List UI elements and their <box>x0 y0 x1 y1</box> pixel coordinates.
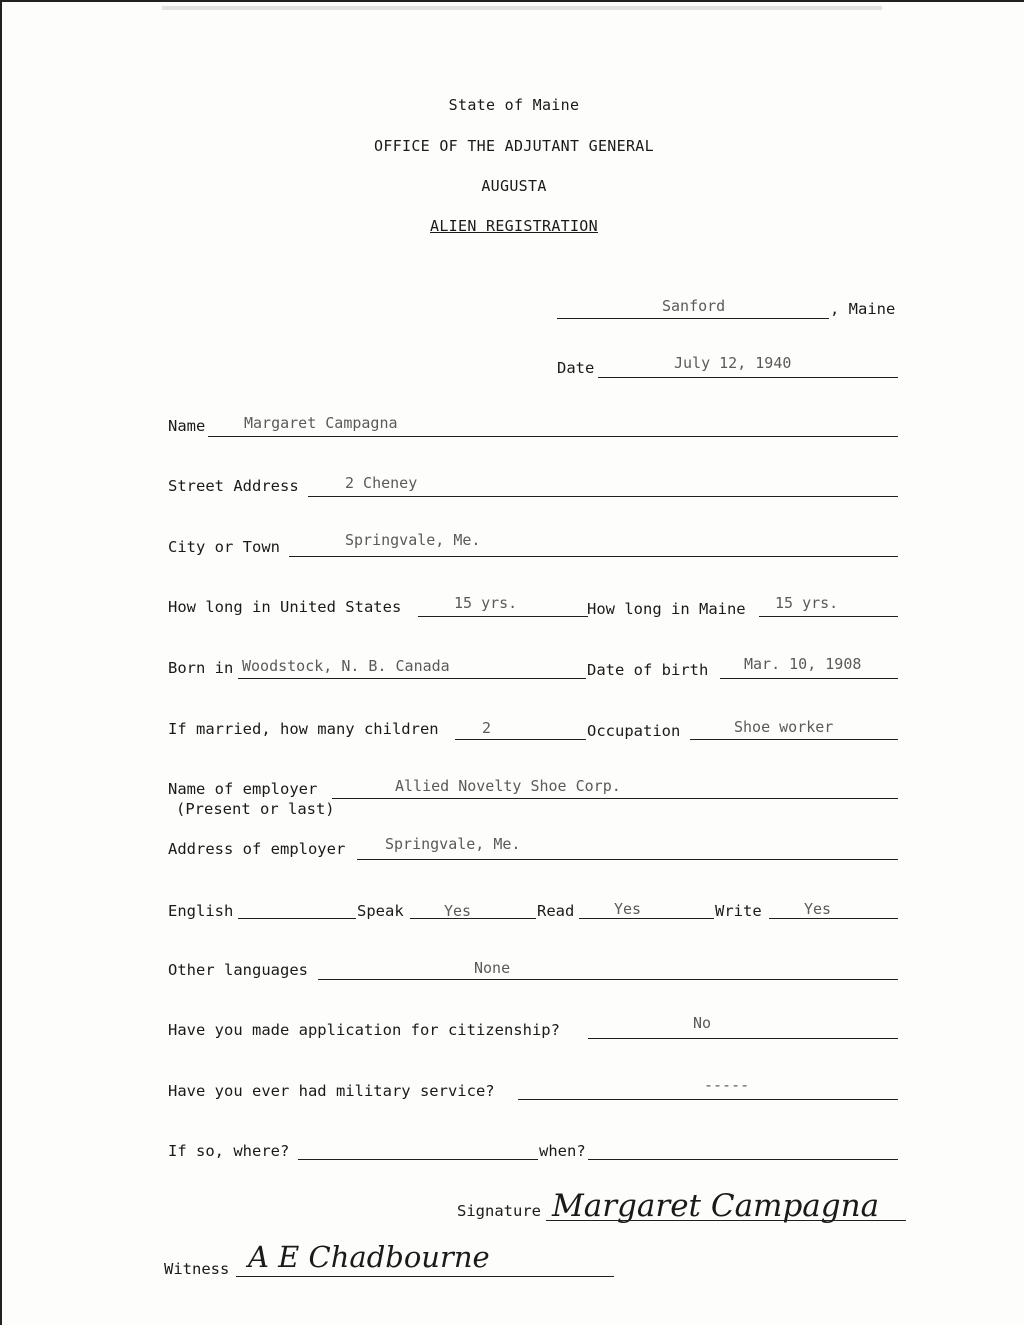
dob-label: Date of birth <box>587 661 709 679</box>
children-value: 2 <box>482 719 492 737</box>
military-label: Have you ever had military service? <box>168 1082 495 1100</box>
write-line <box>769 918 898 919</box>
witness-handwriting: A E Chadbourne <box>248 1240 490 1274</box>
read-label: Read <box>537 902 575 920</box>
born-label: Born in <box>168 659 234 677</box>
citizenship-line <box>588 1038 898 1039</box>
read-line <box>579 918 714 919</box>
occupation-value: Shoe worker <box>734 718 834 736</box>
children-label: If married, how many children <box>168 720 439 738</box>
witness-label: Witness <box>164 1260 230 1278</box>
write-value: Yes <box>804 900 832 918</box>
employer-address-label: Address of employer <box>168 840 346 858</box>
employer-line <box>332 798 898 799</box>
name-line <box>208 436 898 437</box>
children-line <box>455 739 586 740</box>
street-label: Street Address <box>168 477 299 495</box>
us-time-line <box>418 616 588 617</box>
citizenship-value: No <box>693 1014 712 1032</box>
maine-time-value: 15 yrs. <box>775 594 839 612</box>
place-value: Sanford <box>662 297 726 315</box>
date-line <box>598 377 898 378</box>
employer-value: Allied Novelty Shoe Corp. <box>395 777 621 795</box>
header-city: AUGUSTA <box>481 177 547 195</box>
employer-sublabel: (Present or last) <box>176 800 335 818</box>
name-value: Margaret Campagna <box>244 414 398 432</box>
signature-handwriting: Margaret Campagna <box>552 1188 880 1224</box>
when-line <box>588 1159 898 1160</box>
place-suffix: , Maine <box>830 300 896 318</box>
speak-value: Yes <box>444 902 472 920</box>
occupation-line <box>690 739 898 740</box>
employer-address-value: Springvale, Me. <box>385 835 521 853</box>
city-label: City or Town <box>168 538 280 556</box>
header-office: OFFICE OF THE ADJUTANT GENERAL <box>374 137 654 155</box>
form-title: ALIEN REGISTRATION <box>430 217 598 235</box>
occupation-label: Occupation <box>587 722 681 740</box>
military-line <box>518 1099 898 1100</box>
born-line <box>238 678 586 679</box>
us-time-label: How long in United States <box>168 598 402 616</box>
other-languages-line <box>318 979 898 980</box>
write-label: Write <box>715 902 762 920</box>
military-value: ----- <box>704 1076 750 1094</box>
employer-label: Name of employer <box>168 780 318 798</box>
date-value: July 12, 1940 <box>674 354 792 372</box>
other-languages-label: Other languages <box>168 961 308 979</box>
speak-label: Speak <box>357 902 404 920</box>
scan-smudge <box>162 6 882 10</box>
header-state: State of Maine <box>448 96 580 114</box>
witness-line <box>236 1276 614 1277</box>
maine-time-label: How long in Maine <box>587 600 746 618</box>
read-value: Yes <box>614 900 642 918</box>
city-line <box>289 556 898 557</box>
english-line <box>238 918 356 919</box>
english-label: English <box>168 902 234 920</box>
employer-address-line <box>357 859 898 860</box>
date-label: Date <box>557 359 595 377</box>
other-languages-value: None <box>474 959 511 977</box>
signature-line <box>546 1220 906 1221</box>
maine-time-line <box>759 616 898 617</box>
signature-label: Signature <box>457 1202 541 1220</box>
street-value: 2 Cheney <box>345 474 418 492</box>
dob-line <box>720 678 898 679</box>
born-value: Woodstock, N. B. Canada <box>242 657 450 675</box>
city-value: Springvale, Me. <box>345 531 481 549</box>
when-label: when? <box>539 1142 586 1160</box>
us-time-value: 15 yrs. <box>454 594 518 612</box>
dob-value: Mar. 10, 1908 <box>744 655 862 673</box>
citizenship-label: Have you made application for citizenship? <box>168 1021 560 1039</box>
name-label: Name <box>168 417 206 435</box>
place-line <box>557 318 829 319</box>
where-label: If so, where? <box>168 1142 290 1160</box>
speak-line <box>410 918 536 919</box>
where-line <box>298 1159 538 1160</box>
street-line <box>308 496 898 497</box>
